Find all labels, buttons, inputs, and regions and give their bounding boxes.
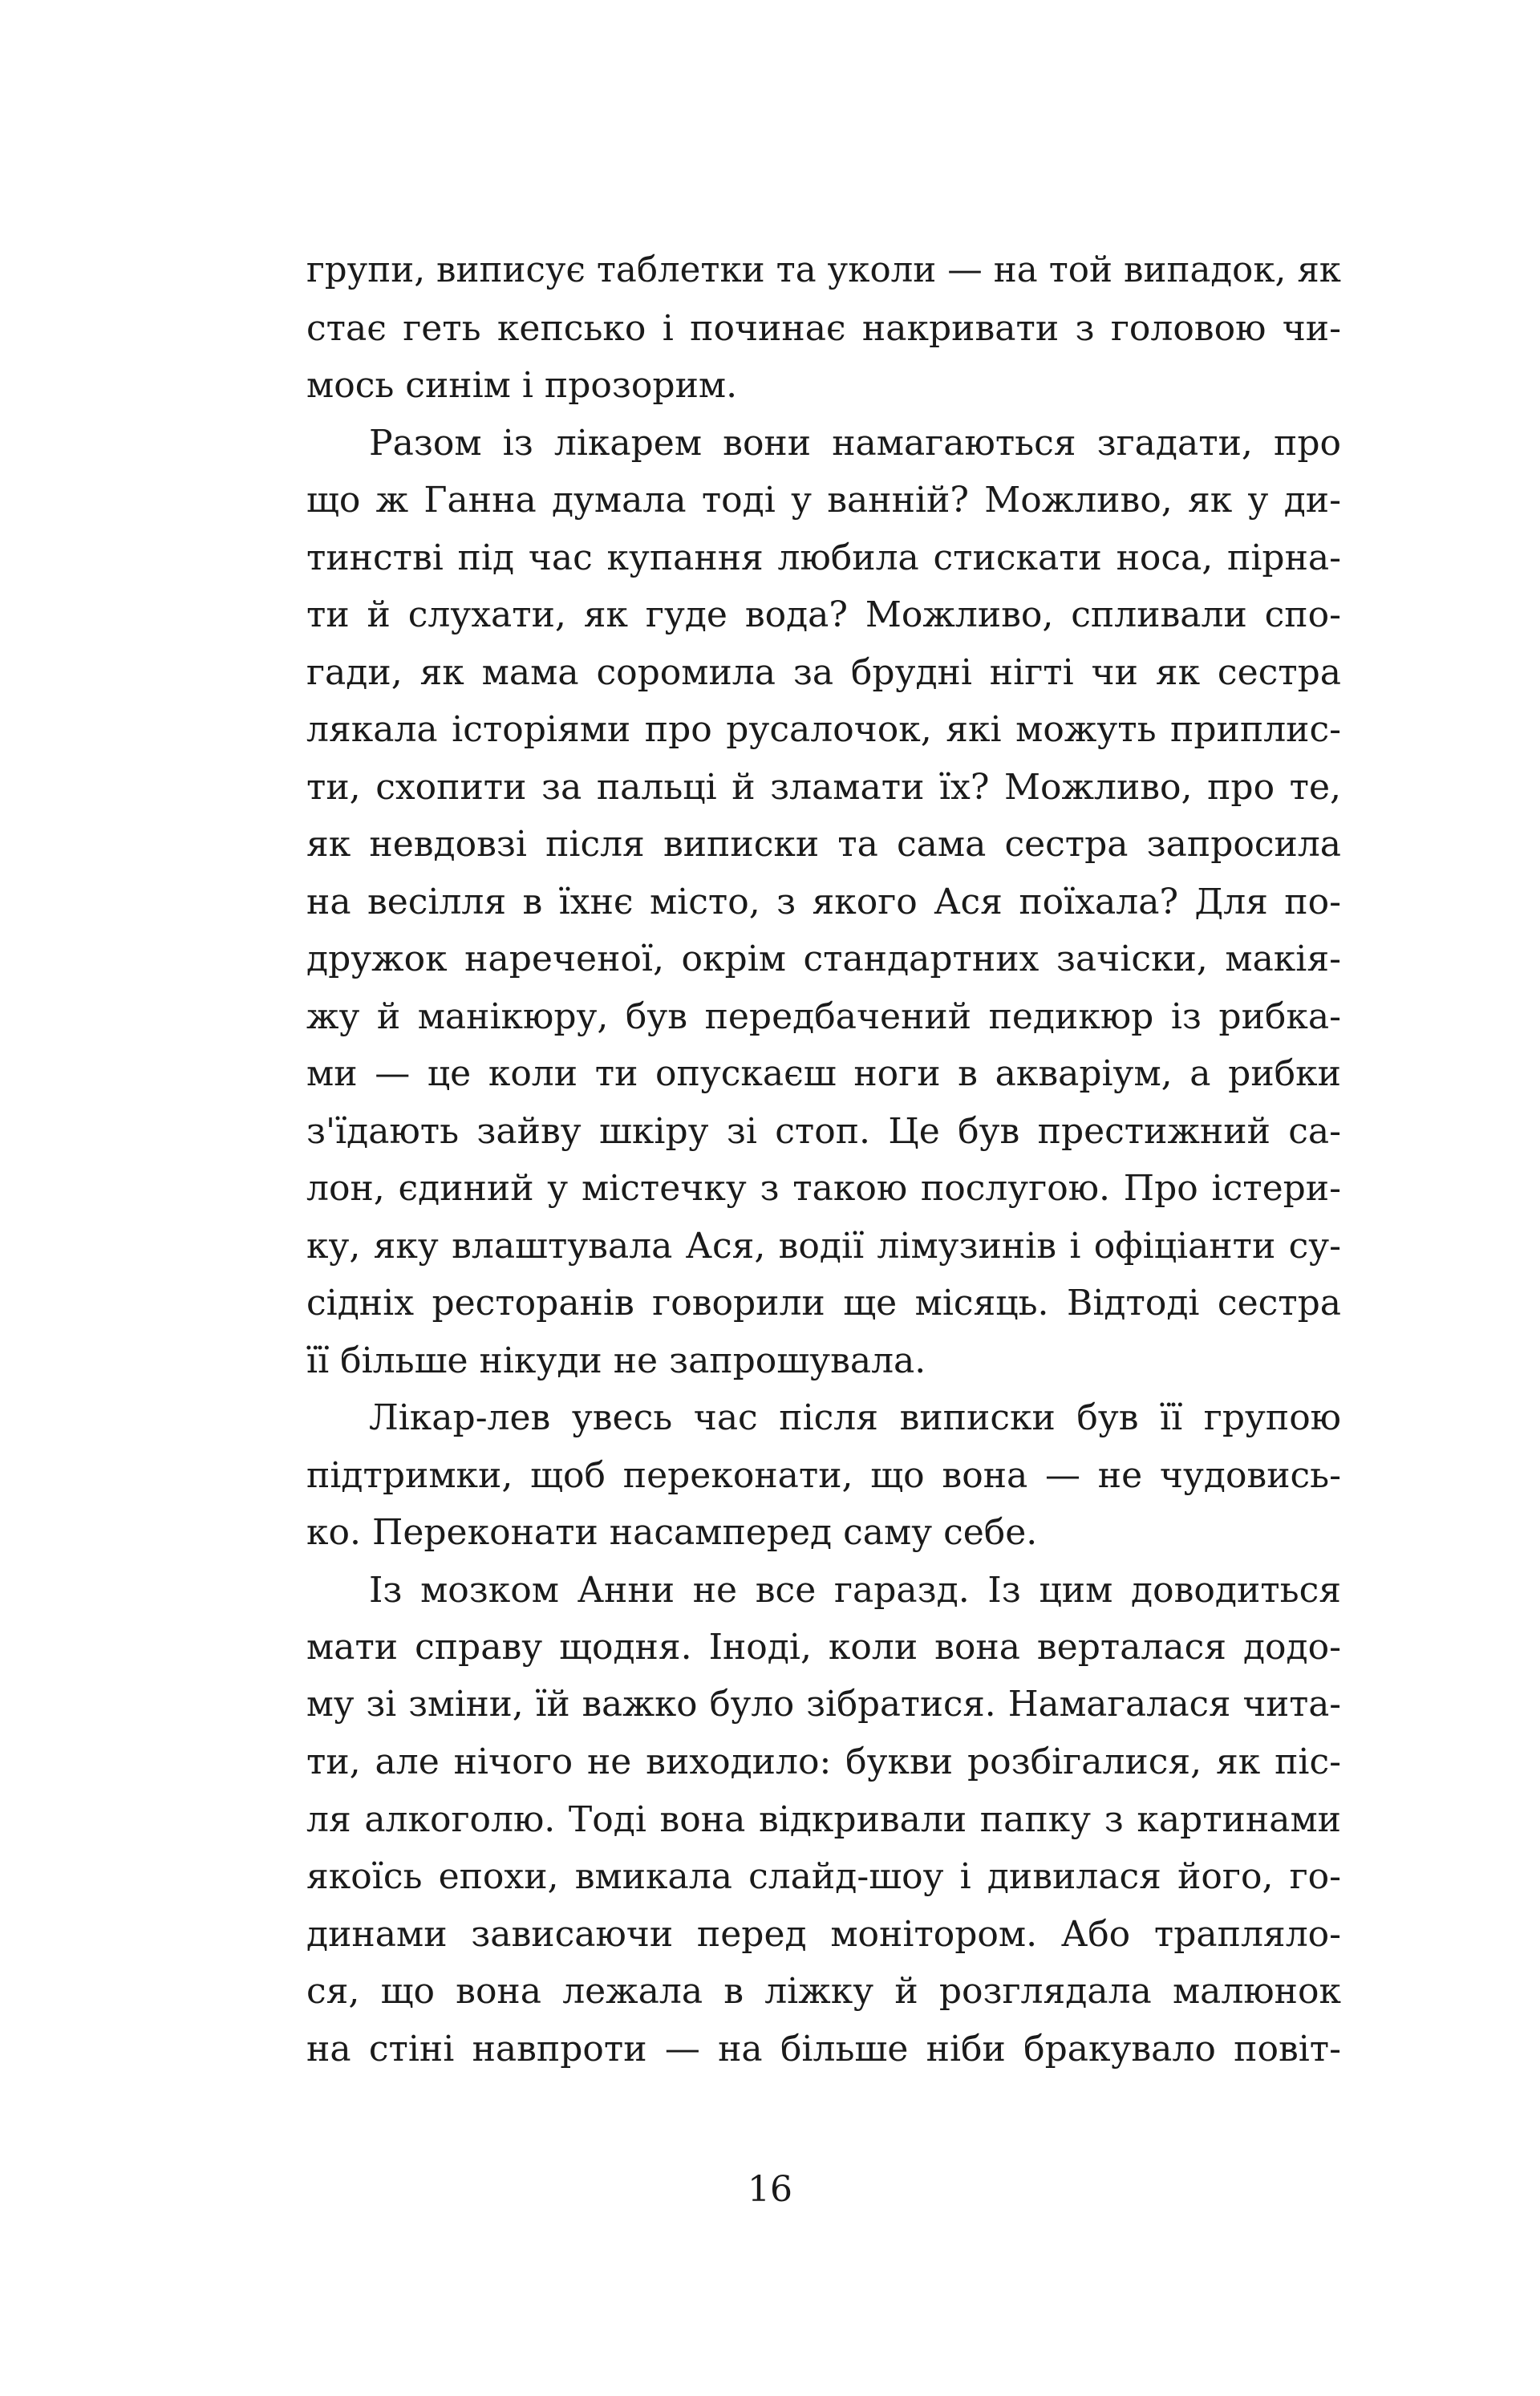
page-number: 16: [748, 2169, 792, 2210]
body-text: [306, 242, 1341, 2078]
paragraph-start-line: Разом із лікарем вони намагаються згадати, про: [369, 422, 1341, 464]
text-line: ку, яку влаштувала Ася, водії лімузинів і офіціанти су-: [306, 1225, 1341, 1267]
text-line: ми — це коли ти опускаєш ноги в акваріум, а рибки: [306, 1053, 1341, 1094]
text-line: як невдовзі після виписки та сама сестра запросила: [306, 824, 1341, 865]
text-line: лякала історіями про русалочок, які можуть приплис-: [306, 709, 1341, 750]
text-line: ти й слухати, як гуде вода? Можливо, спливали спо-: [306, 594, 1341, 635]
text-line: стає геть кепсько і починає накривати з головою чи-: [306, 307, 1341, 349]
text-line: підтримки, щоб переконати, що вона — не чудовись-: [306, 1454, 1341, 1496]
text-line: мось синім і прозорим.: [306, 365, 738, 406]
text-line: динами зависаючи перед монітором. Або трапляло-: [306, 1913, 1341, 1955]
paragraph-start-line: Лікар-лев увесь час після виписки був її групою: [369, 1397, 1341, 1438]
text-line: з'їдають зайву шкіру зі стоп. Це був престижний са-: [306, 1110, 1341, 1152]
text-line: ти, але нічого не виходило: букви розбігалися, як піс-: [306, 1741, 1341, 1782]
text-line: на весілля в їхнє місто, з якого Ася поїхала? Для по-: [306, 881, 1341, 922]
text-line: ти, схопити за пальці й зламати їх? Можливо, про те,: [306, 766, 1341, 808]
text-line: групи, виписує таблетки та уколи — на той випадок, як: [306, 250, 1341, 290]
text-line: сідніх ресторанів говорили ще місяць. Відтоді сестра: [306, 1283, 1341, 1324]
text-line: на стіні навпроти — на більше ніби бракувало повіт-: [306, 2028, 1341, 2070]
text-line: му зі зміни, їй важко було зібратися. Намагалася чита-: [306, 1684, 1341, 1725]
text-line: мати справу щодня. Іноді, коли вона верталася додо-: [306, 1627, 1341, 1668]
text-line: ся, що вона лежала в ліжку й розглядала малюнок: [306, 1971, 1341, 2012]
text-line: що ж Ганна думала тоді у ванній? Можливо, як у ди-: [306, 480, 1341, 521]
text-line: гади, як мама соромила за брудні нігті чи як сестра: [306, 651, 1341, 693]
text-line: дружок нареченої, окрім стандартних зачіски, макія-: [306, 939, 1341, 979]
text-line: ля алкоголю. Тоді вона відкривали папку з картинами: [306, 1798, 1341, 1840]
paragraph-start-line: Із мозком Анни не все гаразд. Із цим доводиться: [369, 1569, 1341, 1611]
text-line: ко. Переконати насамперед саму себе.: [306, 1512, 1038, 1553]
text-line: її більше нікуди не запрошувала.: [306, 1340, 926, 1381]
text-line: жу й манікюру, був передбачений педикюр із рибка-: [306, 995, 1341, 1037]
text-line: тинстві під час купання любила стискати носа, пірна-: [306, 537, 1341, 578]
text-line: лон, єдиний у містечку з такою послугою. Про істери-: [306, 1168, 1341, 1209]
text-line: якоїсь епохи, вмикала слайд-шоу і дивилася його, го-: [306, 1856, 1341, 1897]
